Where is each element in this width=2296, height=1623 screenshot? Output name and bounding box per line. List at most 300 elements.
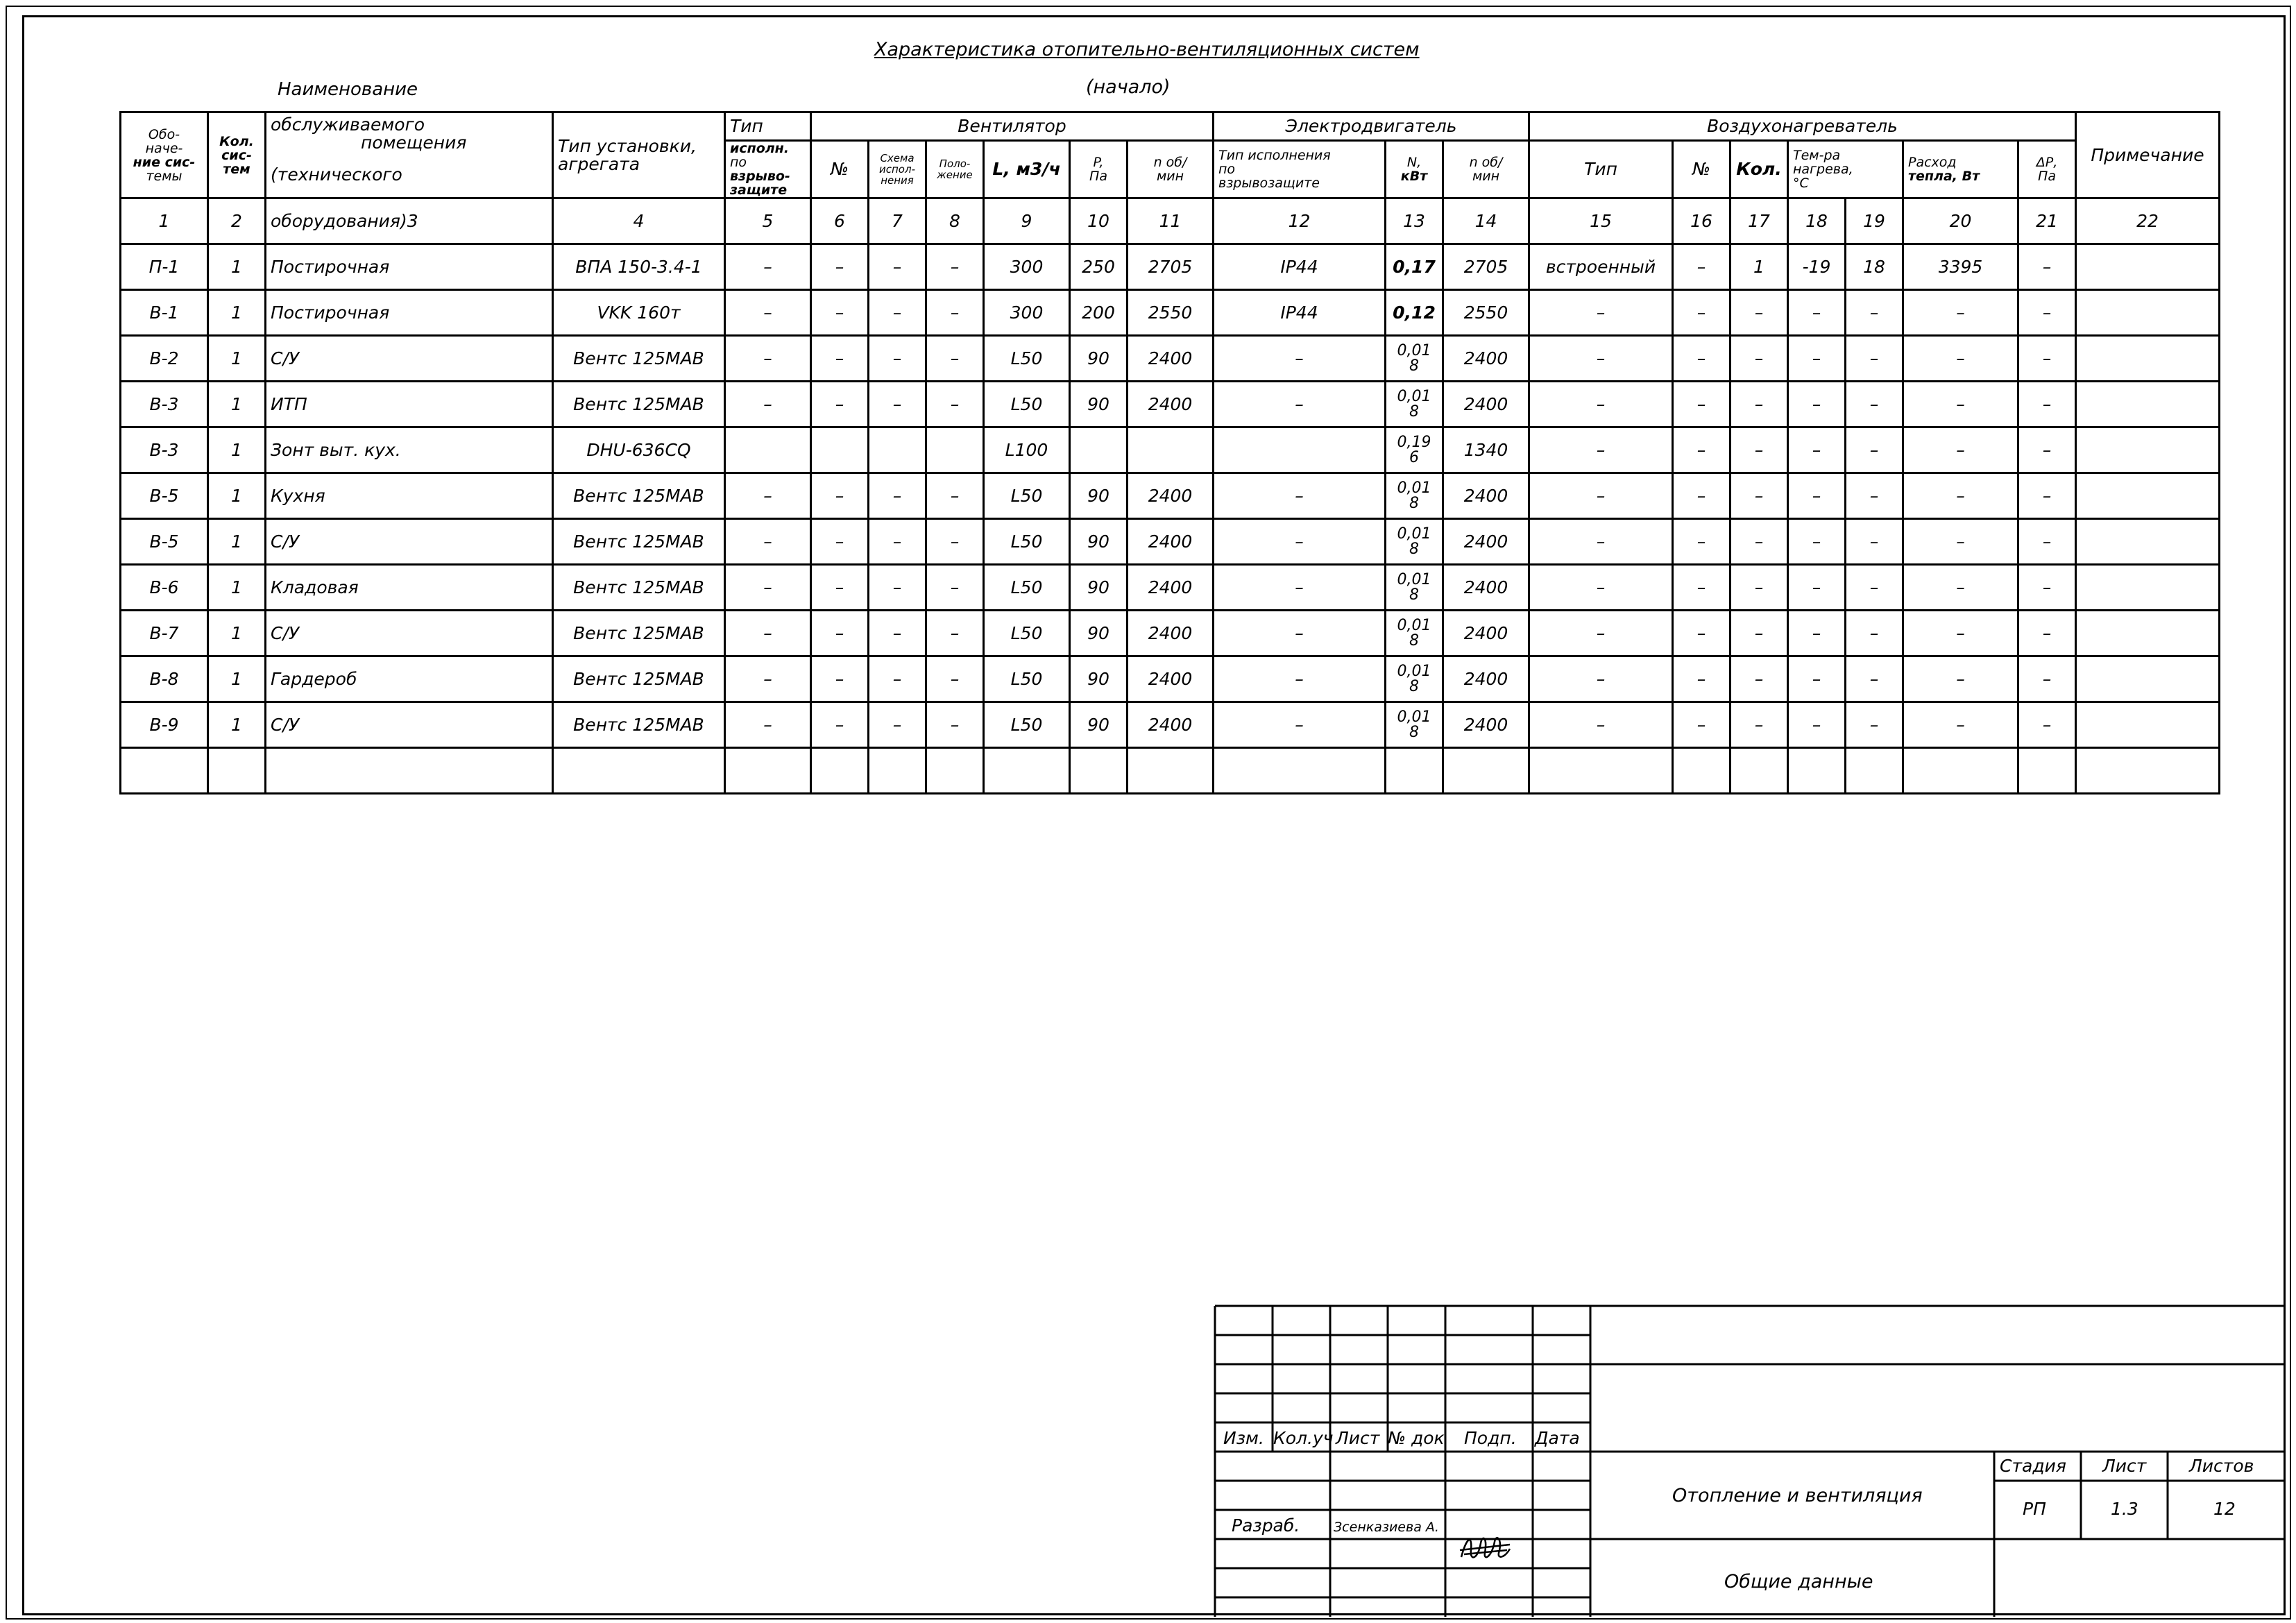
- column-number: 4: [553, 198, 725, 244]
- table-cell: –: [2018, 382, 2076, 427]
- table-cell: 2400: [1128, 519, 1214, 565]
- table-cell: [2076, 611, 2220, 656]
- table-cell: –: [926, 702, 984, 748]
- table-cell: –: [1788, 473, 1846, 519]
- table-cell: [926, 748, 984, 794]
- table-cell: –: [1529, 336, 1673, 382]
- table-cell: 1: [208, 336, 266, 382]
- table-cell: –: [1903, 611, 2018, 656]
- stamp-listov: 12: [2213, 1499, 2236, 1519]
- table-cell: –: [1730, 336, 1788, 382]
- column-number: 15: [1529, 198, 1673, 244]
- column-number: 18: [1788, 198, 1846, 244]
- table-cell: –: [1529, 611, 1673, 656]
- table-cell: –: [1788, 702, 1846, 748]
- table-row: [121, 611, 2220, 656]
- table-cell: –: [1788, 382, 1846, 427]
- table-cell: 0,018: [1386, 382, 1443, 427]
- table-cell: [984, 748, 1070, 794]
- stamp-izm: Изм.: [1223, 1428, 1264, 1448]
- column-number: 5: [725, 198, 811, 244]
- column-number: 2: [208, 198, 266, 244]
- table-cell: Постирочная: [266, 290, 553, 336]
- table-cell: –: [2018, 290, 2076, 336]
- table-cell: [2076, 382, 2220, 427]
- table-cell: –: [926, 244, 984, 290]
- table-cell: 0,018: [1386, 702, 1443, 748]
- col-header-count: Кол. сис- тем: [208, 112, 266, 198]
- table-cell: ВПА 150-3.4-1: [553, 244, 725, 290]
- table-cell: 1: [1730, 244, 1788, 290]
- table-cell: –: [926, 336, 984, 382]
- table-cell: –: [1673, 656, 1730, 702]
- table-cell: –: [1529, 473, 1673, 519]
- table-cell: 0,018: [1386, 611, 1443, 656]
- col-header-fan-scheme: Схема испол- нения: [869, 141, 926, 198]
- table-cell: 90: [1070, 382, 1128, 427]
- table-cell: –: [1529, 565, 1673, 611]
- table-row: [121, 656, 2220, 702]
- table-cell: –: [1788, 611, 1846, 656]
- table-cell: –: [1673, 611, 1730, 656]
- stamp-razrab-name: Зсенказиева А.: [1334, 1520, 1439, 1535]
- table-cell: [1214, 748, 1386, 794]
- table-cell: –: [2018, 565, 2076, 611]
- table-cell: –: [926, 382, 984, 427]
- col-header-unit-type: Тип установки, агрегата: [553, 112, 725, 198]
- table-cell: С/У: [266, 336, 553, 382]
- table-cell: 0,018: [1386, 336, 1443, 382]
- table-row: [121, 244, 2220, 290]
- table-cell: –: [1214, 336, 1386, 382]
- table-cell: –: [869, 702, 926, 748]
- table-row: [121, 427, 2220, 473]
- motor-group-header: Электродвигатель: [1214, 112, 1529, 141]
- table-cell: –: [1730, 427, 1788, 473]
- table-cell: [2076, 427, 2220, 473]
- data-rows: [121, 244, 2220, 794]
- table-cell: –: [869, 519, 926, 565]
- table-cell: [811, 748, 869, 794]
- table-cell: –: [1673, 473, 1730, 519]
- column-number: 9: [984, 198, 1070, 244]
- table-cell: –: [926, 519, 984, 565]
- table-cell: [1788, 748, 1846, 794]
- table-cell: [1730, 748, 1788, 794]
- table-cell: Вентс 125МАВ: [553, 473, 725, 519]
- table-cell: 2400: [1128, 611, 1214, 656]
- table-cell: 1: [208, 473, 266, 519]
- table-cell: –: [2018, 336, 2076, 382]
- table-cell: 2400: [1128, 382, 1214, 427]
- column-number: 16: [1673, 198, 1730, 244]
- column-number: оборудования)3: [266, 198, 553, 244]
- table-cell: [811, 427, 869, 473]
- table-cell: 2400: [1443, 336, 1529, 382]
- table-cell: –: [1529, 702, 1673, 748]
- table-title: Характеристика отопительно-вентиляционных систем: [874, 39, 1420, 60]
- table-cell: [1386, 748, 1443, 794]
- table-cell: –: [869, 473, 926, 519]
- table-cell: 90: [1070, 473, 1128, 519]
- table-cell: [208, 748, 266, 794]
- col-header-fan-rpm: n об/ мин: [1128, 141, 1214, 198]
- table-cell: L50: [984, 656, 1070, 702]
- table-row: [121, 565, 2220, 611]
- table-row: [121, 290, 2220, 336]
- table-cell: –: [2018, 519, 2076, 565]
- table-cell: –: [1903, 473, 2018, 519]
- table-cell: –: [1846, 382, 1903, 427]
- signature: [1457, 1529, 1513, 1565]
- table-cell: L50: [984, 382, 1070, 427]
- table-cell: 0,018: [1386, 519, 1443, 565]
- table-cell: 0,12: [1386, 290, 1443, 336]
- table-cell: С/У: [266, 519, 553, 565]
- column-number: 14: [1443, 198, 1529, 244]
- table-cell: –: [926, 611, 984, 656]
- table-cell: L50: [984, 336, 1070, 382]
- col-header-motor-rpm: n об/ мин: [1443, 141, 1529, 198]
- table-cell: Вентс 125МАВ: [553, 565, 725, 611]
- table-cell: [2076, 473, 2220, 519]
- table-cell: –: [1730, 382, 1788, 427]
- table-cell: –: [1788, 565, 1846, 611]
- table-cell: 90: [1070, 656, 1128, 702]
- col-header-heater-type: Тип: [1529, 141, 1673, 198]
- column-number: 8: [926, 198, 984, 244]
- table-cell: 18: [1846, 244, 1903, 290]
- table-cell: 1: [208, 565, 266, 611]
- table-cell: –: [1788, 427, 1846, 473]
- table-cell: [1070, 427, 1128, 473]
- col-header-heater-dp: ΔР, Па: [2018, 141, 2076, 198]
- stamp-data: Дата: [1535, 1428, 1580, 1448]
- table-cell: 2400: [1443, 473, 1529, 519]
- table-cell: –: [725, 519, 811, 565]
- table-cell: 2550: [1443, 290, 1529, 336]
- table-cell: Гардероб: [266, 656, 553, 702]
- stamp-project-name: Отопление и вентиляция: [1672, 1485, 1923, 1506]
- table-cell: [1443, 748, 1529, 794]
- table-cell: –: [1529, 382, 1673, 427]
- systems-table: [119, 111, 2220, 794]
- table-cell: –: [1903, 702, 2018, 748]
- column-number: 22: [2076, 198, 2220, 244]
- table-cell: –: [869, 336, 926, 382]
- table-cell: –: [1214, 656, 1386, 702]
- table-cell: 250: [1070, 244, 1128, 290]
- table-cell: –: [1730, 565, 1788, 611]
- table-cell: Вентс 125МАВ: [553, 382, 725, 427]
- fan-group-header: Вентилятор: [811, 112, 1214, 141]
- table-row: [121, 473, 2220, 519]
- stamp-listov-label: Листов: [2189, 1456, 2254, 1476]
- table-cell: –: [1846, 427, 1903, 473]
- table-cell: 2400: [1443, 656, 1529, 702]
- table-cell: 90: [1070, 611, 1128, 656]
- table-cell: –: [1214, 702, 1386, 748]
- table-row: [121, 382, 2220, 427]
- table-cell: В-3: [121, 427, 208, 473]
- table-cell: –: [1214, 565, 1386, 611]
- stamp-razrab-label: Разраб.: [1232, 1515, 1300, 1536]
- table-cell: –: [869, 565, 926, 611]
- table-cell: –: [811, 519, 869, 565]
- stamp-podp: Подп.: [1464, 1428, 1517, 1448]
- table-cell: 2400: [1443, 702, 1529, 748]
- table-cell: –: [725, 656, 811, 702]
- column-number: 12: [1214, 198, 1386, 244]
- table-cell: –: [1903, 290, 2018, 336]
- table-cell: –: [811, 702, 869, 748]
- table-cell: [2076, 656, 2220, 702]
- table-cell: –: [1730, 473, 1788, 519]
- table-cell: В-7: [121, 611, 208, 656]
- fan-type-caption: Тип: [725, 112, 811, 141]
- table-cell: 2400: [1443, 519, 1529, 565]
- table-cell: –: [1529, 427, 1673, 473]
- table-row: [121, 702, 2220, 748]
- table-cell: –: [1903, 336, 2018, 382]
- table-row-empty: [121, 748, 2220, 794]
- table-cell: IP44: [1214, 244, 1386, 290]
- table-cell: –: [2018, 427, 2076, 473]
- table-cell: –: [1673, 244, 1730, 290]
- table-cell: 0,018: [1386, 656, 1443, 702]
- table-cell: [1128, 427, 1214, 473]
- table-cell: 1: [208, 244, 266, 290]
- table-cell: 1: [208, 290, 266, 336]
- table-cell: Вентс 125МАВ: [553, 702, 725, 748]
- table-cell: 1: [208, 427, 266, 473]
- table-cell: –: [1673, 519, 1730, 565]
- table-cell: –: [1903, 382, 2018, 427]
- table-cell: –: [1214, 519, 1386, 565]
- table-cell: [2076, 336, 2220, 382]
- table-cell: [1070, 748, 1128, 794]
- table-cell: –: [926, 290, 984, 336]
- column-number: 1: [121, 198, 208, 244]
- table-cell: –: [1846, 656, 1903, 702]
- table-cell: 2400: [1128, 336, 1214, 382]
- table-cell: –: [1846, 473, 1903, 519]
- table-cell: –: [1730, 611, 1788, 656]
- table-cell: –: [1214, 382, 1386, 427]
- table-cell: 300: [984, 290, 1070, 336]
- table-cell: –: [1730, 519, 1788, 565]
- table-cell: –: [1903, 519, 2018, 565]
- table-cell: –: [926, 656, 984, 702]
- table-cell: 0,018: [1386, 473, 1443, 519]
- table-cell: [869, 427, 926, 473]
- table-cell: [121, 748, 208, 794]
- table-cell: Вентс 125МАВ: [553, 336, 725, 382]
- table-cell: –: [1903, 427, 2018, 473]
- stamp-sheet-name: Общие данные: [1724, 1571, 1873, 1592]
- heater-group-header: Воздухонагреватель: [1529, 112, 2076, 141]
- table-cell: –: [725, 290, 811, 336]
- table-cell: –: [1730, 290, 1788, 336]
- table-cell: 2705: [1128, 244, 1214, 290]
- column-number: 20: [1903, 198, 2018, 244]
- table-cell: [1673, 748, 1730, 794]
- table-cell: –: [2018, 702, 2076, 748]
- table-cell: В-1: [121, 290, 208, 336]
- table-cell: 1: [208, 656, 266, 702]
- table-cell: 2400: [1443, 382, 1529, 427]
- table-cell: –: [811, 473, 869, 519]
- table-cell: 2400: [1443, 565, 1529, 611]
- table-cell: встроенный: [1529, 244, 1673, 290]
- col-header-fan-number: №: [811, 141, 869, 198]
- col-header-room: обслуживаемого помещения (технического: [266, 112, 553, 198]
- table-cell: В-2: [121, 336, 208, 382]
- table-cell: –: [725, 702, 811, 748]
- table-cell: [926, 427, 984, 473]
- column-number: 13: [1386, 198, 1443, 244]
- table-cell: С/У: [266, 611, 553, 656]
- table-cell: В-3: [121, 382, 208, 427]
- col-header-fan-pressure: P, Па: [1070, 141, 1128, 198]
- table-cell: 2550: [1128, 290, 1214, 336]
- table-cell: –: [1673, 427, 1730, 473]
- table-cell: П-1: [121, 244, 208, 290]
- table-cell: 0,018: [1386, 565, 1443, 611]
- table-cell: [266, 748, 553, 794]
- col-header-heater-count: Кол.: [1730, 141, 1788, 198]
- table-cell: [2076, 702, 2220, 748]
- table-cell: 1: [208, 519, 266, 565]
- col-header-motor-power: N, кВт: [1386, 141, 1443, 198]
- table-cell: -19: [1788, 244, 1846, 290]
- stamp-kol-uch: Кол.уч: [1273, 1428, 1334, 1448]
- table-cell: [2076, 244, 2220, 290]
- table-cell: В-8: [121, 656, 208, 702]
- table-cell: [1529, 748, 1673, 794]
- column-number: 19: [1846, 198, 1903, 244]
- table-cell: –: [1673, 702, 1730, 748]
- table-cell: L50: [984, 702, 1070, 748]
- table-cell: VKK 160т: [553, 290, 725, 336]
- table-cell: –: [869, 611, 926, 656]
- table-cell: В-5: [121, 473, 208, 519]
- table-cell: –: [725, 336, 811, 382]
- column-number: 11: [1128, 198, 1214, 244]
- table-cell: –: [725, 565, 811, 611]
- table-cell: –: [1846, 611, 1903, 656]
- table-cell: В-9: [121, 702, 208, 748]
- table-cell: L50: [984, 611, 1070, 656]
- table-cell: –: [1788, 656, 1846, 702]
- table-cell: –: [1846, 565, 1903, 611]
- table-cell: 1: [208, 382, 266, 427]
- table-cell: –: [1788, 336, 1846, 382]
- table-row: [121, 519, 2220, 565]
- table-cell: L50: [984, 519, 1070, 565]
- table-cell: Кладовая: [266, 565, 553, 611]
- table-cell: DHU-636CQ: [553, 427, 725, 473]
- table-cell: –: [1903, 656, 2018, 702]
- table-cell: –: [725, 382, 811, 427]
- table-cell: 90: [1070, 336, 1128, 382]
- table-cell: 2400: [1128, 473, 1214, 519]
- table-cell: [2076, 748, 2220, 794]
- col-header-fan-explosion: исполн. по взрыво- защите: [725, 141, 811, 198]
- table-cell: L50: [984, 473, 1070, 519]
- table-cell: –: [1846, 290, 1903, 336]
- table-cell: 1: [208, 702, 266, 748]
- table-cell: [2076, 565, 2220, 611]
- col-header-fan-position: Поло- жение: [926, 141, 984, 198]
- col-header-motor-explosion: Тип исполнения по взрывозащите: [1214, 141, 1386, 198]
- table-cell: –: [1673, 565, 1730, 611]
- table-cell: [869, 748, 926, 794]
- table-cell: Постирочная: [266, 244, 553, 290]
- col-header-note: Примечание: [2076, 112, 2220, 198]
- table-cell: –: [2018, 611, 2076, 656]
- table-cell: 2400: [1443, 611, 1529, 656]
- table-cell: –: [1730, 656, 1788, 702]
- table-cell: 200: [1070, 290, 1128, 336]
- table-cell: [1903, 748, 2018, 794]
- table-cell: 1: [208, 611, 266, 656]
- table-subtitle: (начало): [1086, 76, 1171, 98]
- table-cell: –: [811, 565, 869, 611]
- table-cell: –: [926, 473, 984, 519]
- table-cell: –: [1673, 382, 1730, 427]
- table-cell: –: [725, 611, 811, 656]
- table-cell: –: [869, 656, 926, 702]
- table-cell: 2400: [1128, 656, 1214, 702]
- stamp-list-value: 1.3: [2111, 1499, 2138, 1519]
- table-cell: –: [926, 565, 984, 611]
- table-cell: –: [811, 611, 869, 656]
- col-header-heater-temp: Тем-ра нагрева, °С: [1788, 141, 1903, 198]
- table-cell: 90: [1070, 565, 1128, 611]
- column-number: 21: [2018, 198, 2076, 244]
- table-cell: Кухня: [266, 473, 553, 519]
- table-cell: Зонт выт. кух.: [266, 427, 553, 473]
- column-number: 7: [869, 198, 926, 244]
- table-cell: Вентс 125МАВ: [553, 611, 725, 656]
- col-header-fan-flow: L, м3/ч: [984, 141, 1070, 198]
- column-number-row: [121, 198, 2220, 244]
- table-cell: С/У: [266, 702, 553, 748]
- table-cell: [1128, 748, 1214, 794]
- table-cell: L100: [984, 427, 1070, 473]
- table-cell: –: [1214, 473, 1386, 519]
- table-cell: –: [1730, 702, 1788, 748]
- stamp-stadiya-label: Стадия: [2000, 1456, 2066, 1476]
- table-cell: –: [811, 656, 869, 702]
- table-cell: –: [1846, 519, 1903, 565]
- table-cell: 3395: [1903, 244, 2018, 290]
- column-number: 6: [811, 198, 869, 244]
- table-cell: –: [1214, 611, 1386, 656]
- table-cell: –: [811, 290, 869, 336]
- table-cell: –: [869, 290, 926, 336]
- table-cell: –: [1529, 656, 1673, 702]
- table-cell: –: [1788, 519, 1846, 565]
- table-cell: Вентс 125МАВ: [553, 656, 725, 702]
- table-cell: –: [1903, 565, 2018, 611]
- table-cell: –: [2018, 473, 2076, 519]
- table-cell: IP44: [1214, 290, 1386, 336]
- table-cell: В-6: [121, 565, 208, 611]
- table-cell: –: [1788, 290, 1846, 336]
- table-cell: 2400: [1128, 702, 1214, 748]
